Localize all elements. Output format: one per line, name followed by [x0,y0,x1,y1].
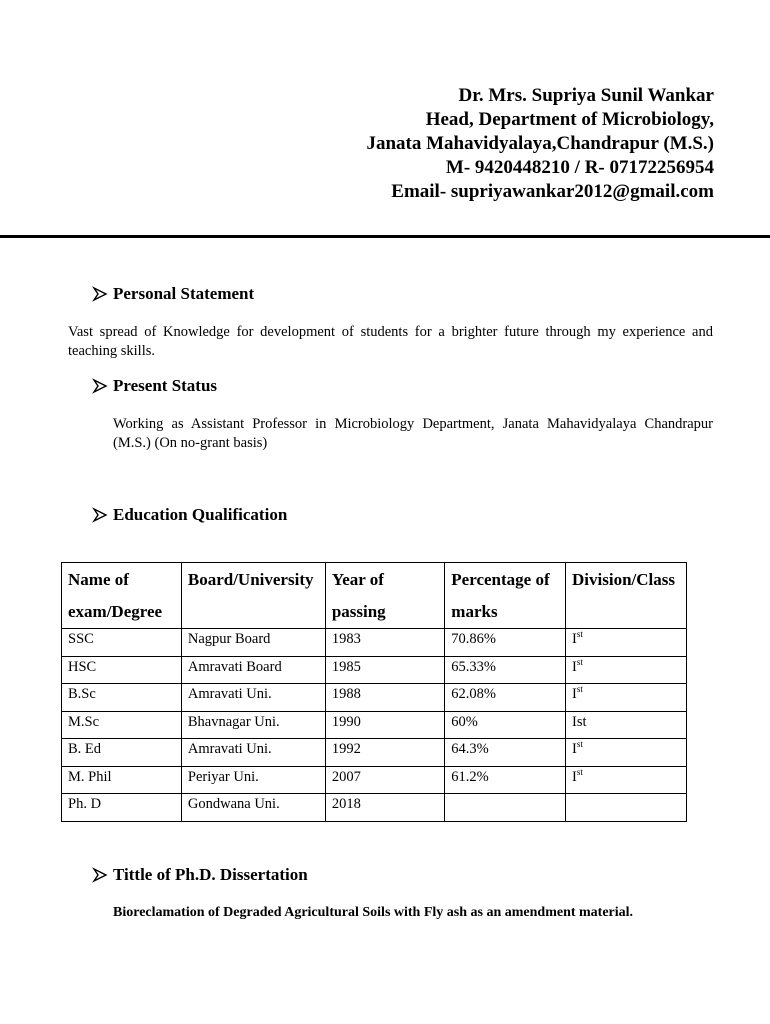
exam-cell: SSC [62,629,182,657]
table-row [62,684,687,712]
division-cell: Ist [566,739,687,767]
percent-cell: 61.2% [445,766,566,794]
personal-statement-heading [92,284,254,304]
table-row [62,711,687,739]
division-cell: Ist [566,711,687,739]
section-title: Present Status [113,376,218,395]
division-cell: Ist [566,656,687,684]
column-header: Percentage of marks [445,563,566,629]
division-cell [566,794,687,822]
table-header-row [62,563,687,629]
arrow-bullet-icon [92,867,108,883]
phone-numbers: M- 9420448210 / R- 07172256954 [445,157,714,178]
education-heading [92,505,287,525]
year-cell: 1990 [325,711,444,739]
percent-cell: 64.3% [445,739,566,767]
present-status-heading [92,376,217,396]
exam-cell: B. Ed [62,739,182,767]
section-title: Personal Statement [113,284,255,303]
exam-cell: B.Sc [62,684,182,712]
table-row [62,629,687,657]
arrow-bullet-icon [92,286,108,302]
dissertation-heading [92,865,308,885]
exam-cell: M.Sc [62,711,182,739]
institution: Janata Mahavidyalaya,Chandrapur (M.S.) [366,133,714,154]
column-header: Board/University [181,563,325,629]
email: Email- supriyawankar2012@gmail.com [391,181,714,202]
board-cell: Amravati Uni. [181,684,325,712]
cv-header [366,84,714,204]
education-table [61,562,687,822]
table-row [62,794,687,822]
board-cell: Nagpur Board [181,629,325,657]
table-row [62,656,687,684]
percent-cell: 60% [445,711,566,739]
dissertation-title: Bioreclamation of Degraded Agricultural Soils with Fly ash as an amendment material. [113,905,634,920]
year-cell: 1992 [325,739,444,767]
board-cell: Amravati Uni. [181,739,325,767]
section-title: Education Qualification [113,505,288,524]
year-cell: 1988 [325,684,444,712]
board-cell: Bhavnagar Uni. [181,711,325,739]
designation: Head, Department of Microbiology, [425,109,714,130]
board-cell: Gondwana Uni. [181,794,325,822]
percent-cell [445,794,566,822]
division-cell: Ist [566,629,687,657]
division-cell: Ist [566,766,687,794]
column-header: Name of exam/Degree [62,563,182,629]
present-status-text: Working as Assistant Professor in Microbiology Department, Janata Mahavidyalaya Chandrapur (M.S.) (On no-grant basis) [113,416,713,451]
year-cell: 1983 [325,629,444,657]
arrow-bullet-icon [92,507,108,523]
year-cell: 2007 [325,766,444,794]
person-name: Dr. Mrs. Supriya Sunil Wankar [458,85,714,106]
percent-cell: 65.33% [445,656,566,684]
year-cell: 2018 [325,794,444,822]
column-header: Year of passing [325,563,444,629]
exam-cell: Ph. D [62,794,182,822]
exam-cell: HSC [62,656,182,684]
section-title: Tittle of Ph.D. Dissertation [113,865,308,884]
table-row [62,766,687,794]
column-header: Division/Class [566,563,687,629]
arrow-bullet-icon [92,378,108,394]
board-cell: Periyar Uni. [181,766,325,794]
percent-cell: 62.08% [445,684,566,712]
division-cell: Ist [566,684,687,712]
percent-cell: 70.86% [445,629,566,657]
header-divider [0,235,770,238]
table-row [62,739,687,767]
year-cell: 1985 [325,656,444,684]
exam-cell: M. Phil [62,766,182,794]
board-cell: Amravati Board [181,656,325,684]
personal-statement-text: Vast spread of Knowledge for development of students for a brighter future through my experience and teaching skills. [68,324,713,359]
